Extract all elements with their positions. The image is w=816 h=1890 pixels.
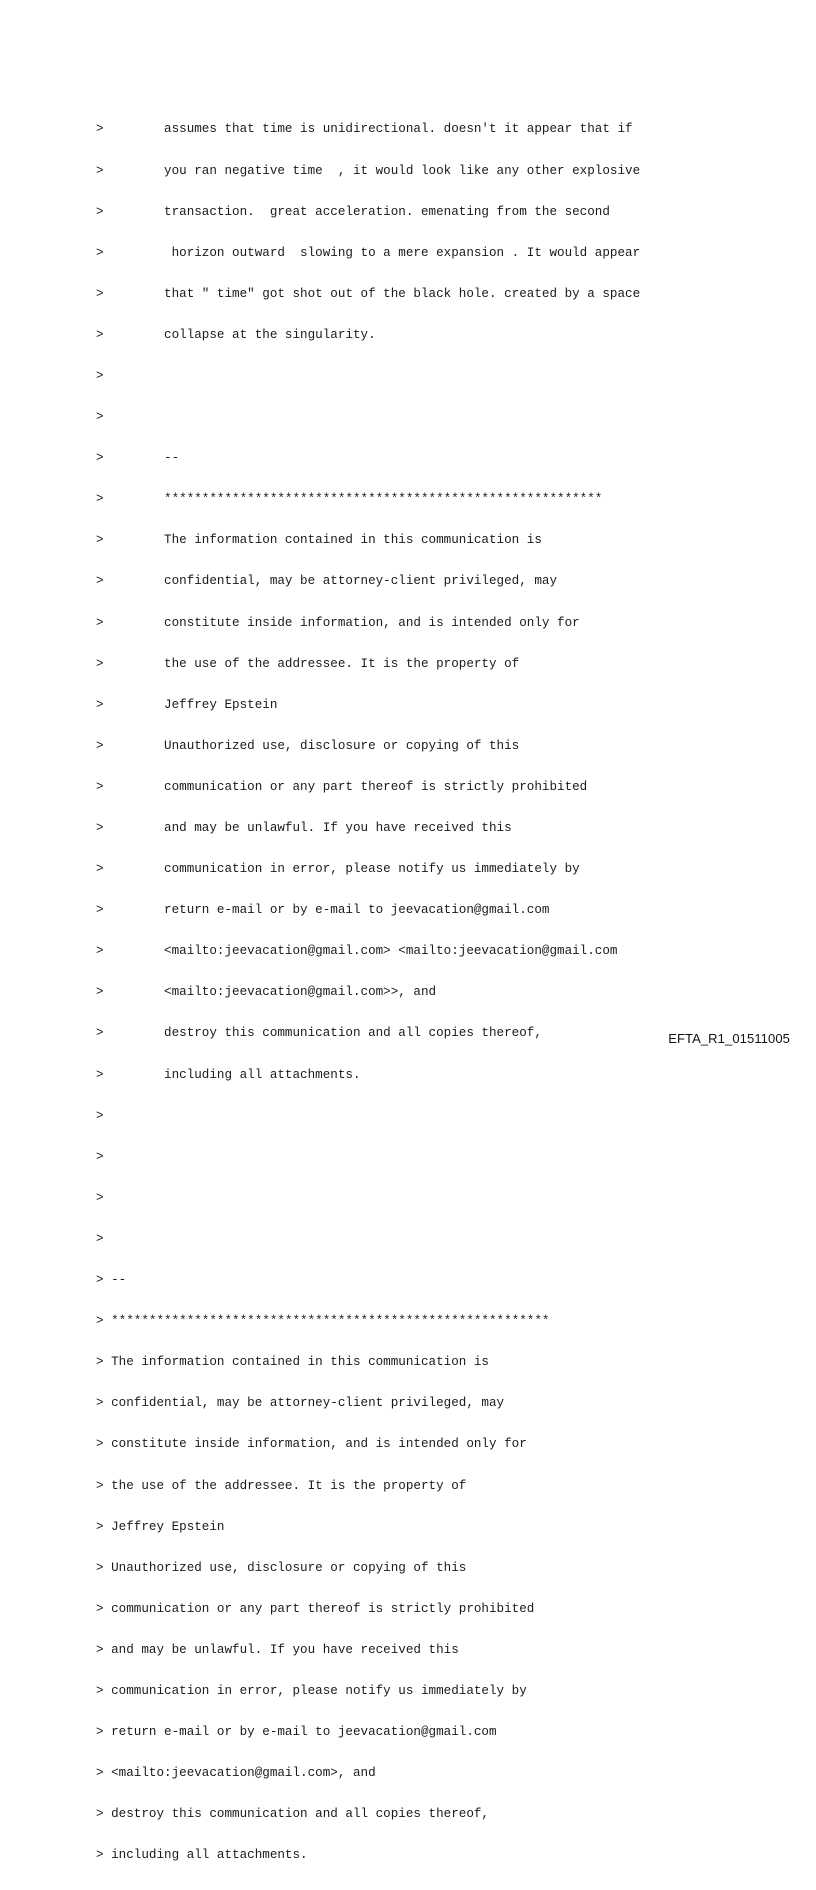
disclaimer-line: > constitute inside information, and is intended only for — [96, 1437, 527, 1452]
disclaimer-line: > confidential, may be attorney-client privileged, may — [96, 1396, 505, 1411]
email-line: > — [96, 1190, 104, 1205]
email-line: > — [96, 368, 104, 383]
disclaimer-line: > The information contained in this communication is — [96, 1355, 489, 1370]
asterisk-divider: > ********************************************************** — [96, 492, 603, 507]
email-line: > collapse at the singularity. — [96, 327, 376, 342]
disclaimer-line: > including all attachments. — [96, 1067, 361, 1082]
disclaimer-line: > communication in error, please notify us immediately by — [96, 1683, 527, 1698]
disclaimer-line: > and may be unlawful. If you have received this — [96, 821, 512, 835]
disclaimer-line: > communication or any part thereof is strictly prohibited — [96, 1601, 535, 1616]
disclaimer-line: > <mailto:jeevacation@gmail.com>>, and — [96, 985, 437, 1000]
disclaimer-line: > return e-mail or by e-mail to jeevacation@gmail.com — [96, 903, 550, 918]
disclaimer-line: > The information contained in this communication is — [96, 533, 542, 548]
disclaimer-line: > the use of the addressee. It is the property of — [96, 656, 520, 671]
disclaimer-line: > the use of the addressee. It is the property of — [96, 1478, 467, 1493]
signature-separator: > -- — [96, 451, 180, 466]
disclaimer-line: > Unauthorized use, disclosure or copying of this — [96, 1560, 467, 1575]
email-line: > horizon outward slowing to a mere expansion . It would appear — [96, 245, 641, 260]
disclaimer-line: > destroy this communication and all copies thereof, — [96, 1807, 489, 1822]
email-line: > assumes that time is unidirectional. doesn't it appear that if — [96, 122, 633, 137]
disclaimer-line: > Jeffrey Epstein — [96, 1519, 225, 1534]
disclaimer-line: > and may be unlawful. If you have received this — [96, 1642, 459, 1657]
disclaimer-line: > destroy this communication and all copies thereof, — [96, 1026, 542, 1041]
disclaimer-line: > <mailto:jeevacation@gmail.com>, and — [96, 1766, 376, 1781]
disclaimer-line: > Unauthorized use, disclosure or copying of this — [96, 738, 520, 753]
disclaimer-line: > confidential, may be attorney-client privileged, may — [96, 574, 558, 589]
disclaimer-line: > communication or any part thereof is strictly prohibited — [96, 779, 588, 794]
disclaimer-line: > communication in error, please notify us immediately by — [96, 862, 580, 877]
document-id-label: EFTA_R1_01511005 — [668, 1031, 790, 1046]
disclaimer-line: > return e-mail or by e-mail to jeevacation@gmail.com — [96, 1725, 497, 1740]
email-line: > — [96, 1231, 104, 1246]
quoted-email-body — [96, 96, 796, 1890]
email-line: > that " time" got shot out of the black hole. created by a space — [96, 286, 641, 301]
disclaimer-line: > Jeffrey Epstein — [96, 697, 278, 712]
signature-separator: > -- — [96, 1273, 127, 1288]
disclaimer-line: > constitute inside information, and is intended only for — [96, 615, 580, 630]
email-line: > — [96, 410, 104, 425]
email-line: > — [96, 1149, 104, 1164]
email-line: > you ran negative time , it would look like any other explosive — [96, 163, 641, 178]
asterisk-divider: > ********************************************************** — [96, 1314, 550, 1329]
disclaimer-line: > <mailto:jeevacation@gmail.com> <mailto:jeevacation@gmail.com — [96, 944, 618, 959]
email-line: > — [96, 1108, 104, 1123]
disclaimer-line: > including all attachments. — [96, 1848, 308, 1863]
email-line: > transaction. great acceleration. emenating from the second — [96, 204, 610, 219]
